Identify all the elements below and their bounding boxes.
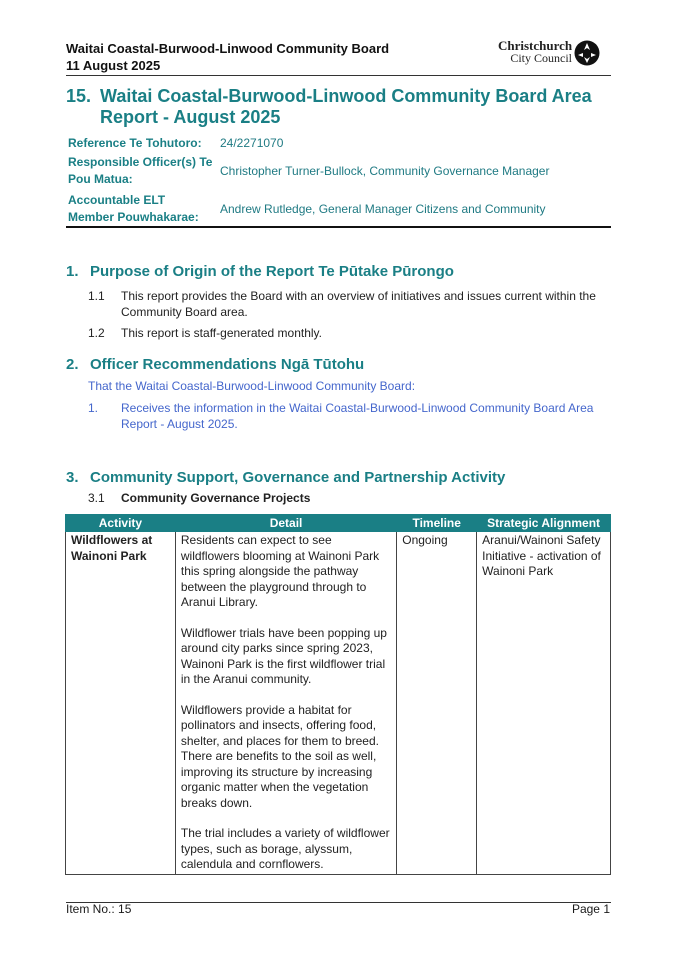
subsection-3-1-heading bbox=[88, 491, 310, 505]
report-title bbox=[66, 86, 611, 128]
recommendation-item bbox=[88, 400, 608, 434]
column-header-detail: Detail bbox=[175, 515, 396, 532]
title-number: 15. bbox=[66, 86, 92, 106]
logo-text-line2: City Council bbox=[510, 51, 572, 65]
metadata-divider bbox=[66, 226, 611, 228]
detail-cell bbox=[175, 532, 396, 875]
elt-value: Andrew Rutledge, General Manager Citizens and Community bbox=[220, 202, 546, 216]
activity-line1: Wildflowers at bbox=[71, 533, 153, 547]
officer-label-line2: Pou Matua: bbox=[68, 172, 133, 186]
section-1-heading bbox=[66, 263, 454, 280]
detail-paragraph: The trial includes a variety of wildflower types, such as borage, alyssum, calendula and cornflowers. bbox=[180, 826, 390, 871]
recommendation-intro: That the Waitai Coastal-Burwood-Linwood Community Board: bbox=[88, 379, 416, 393]
council-emblem-icon bbox=[574, 40, 600, 66]
header-divider bbox=[66, 75, 611, 76]
footer-divider bbox=[66, 902, 611, 903]
section-1-title: Purpose of Origin of the Report Te Pūtake Pūrongo bbox=[90, 263, 454, 280]
footer-page-number: Page 1 bbox=[571, 902, 610, 916]
section-1-number: 1. bbox=[66, 263, 79, 280]
subsection-title: Community Governance Projects bbox=[121, 491, 311, 505]
meeting-date: 11 August 2025 bbox=[66, 58, 161, 73]
reference-value: 24/2271070 bbox=[220, 136, 284, 150]
subsection-number: 3.1 bbox=[88, 491, 105, 505]
column-header-strategic-alignment: Strategic Alignment bbox=[477, 515, 611, 532]
board-name: Waitai Coastal-Burwood-Linwood Community Board bbox=[66, 41, 390, 56]
detail-paragraph: Wildflowers provide a habitat for pollinators and insects, offering food, shelter, and places for them to breed. There are benefits to the soil as well, improving its structure by increasing organic matter when the vegetation breaks down. bbox=[180, 702, 379, 810]
column-header-timeline: Timeline bbox=[397, 515, 477, 532]
section-3-heading bbox=[66, 469, 505, 486]
column-header-activity: Activity bbox=[66, 515, 176, 532]
logo-text-line1: Christchurch bbox=[498, 38, 573, 53]
recommendation-line2: Report - August 2025. bbox=[121, 417, 238, 431]
paragraph-number: 1.2 bbox=[88, 326, 105, 340]
timeline-cell: Ongoing bbox=[397, 532, 477, 875]
projects-table bbox=[65, 514, 611, 875]
officer-value: Christopher Turner-Bullock, Community Governance Manager bbox=[220, 164, 550, 178]
paragraph-1-2 bbox=[88, 325, 608, 343]
table-header-row bbox=[66, 515, 611, 532]
section-2-number: 2. bbox=[66, 356, 79, 373]
strategic-alignment-cell: Aranui/Wainoni Safety Initiative - activation of Wainoni Park bbox=[477, 532, 611, 875]
section-2-title: Officer Recommendations Ngā Tūtohu bbox=[90, 356, 365, 373]
table-row bbox=[66, 532, 611, 875]
section-3-number: 3. bbox=[66, 469, 79, 486]
footer-item-number: Item No.: 15 bbox=[66, 902, 132, 916]
paragraph-text-line1: This report provides the Board with an overview of initiatives and issues current within the bbox=[121, 289, 596, 303]
paragraph-1-1 bbox=[88, 288, 608, 322]
recommendation-number: 1. bbox=[88, 401, 99, 415]
elt-label-line2: Member Pouwhakarae: bbox=[68, 210, 199, 224]
activity-line2: Wainoni Park bbox=[71, 548, 147, 563]
paragraph-text: This report is staff-generated monthly. bbox=[121, 326, 322, 340]
elt-label-line1: Accountable ELT bbox=[68, 193, 166, 207]
document-header bbox=[66, 40, 389, 74]
council-logo bbox=[498, 40, 602, 68]
paragraph-number: 1.1 bbox=[88, 289, 105, 303]
recommendation-line1: Receives the information in the Waitai Coastal-Burwood-Linwood Community Board Area bbox=[121, 401, 594, 415]
paragraph-text-line2: Community Board area. bbox=[121, 305, 248, 319]
officer-label-line1: Responsible Officer(s) Te bbox=[68, 155, 213, 169]
detail-paragraph: Residents can expect to see wildflowers blooming at Wainoni Park this spring alongside the pathway between the playground through to Aranui Library. bbox=[180, 533, 380, 609]
reference-label: Reference Te Tohutoro: bbox=[68, 136, 202, 150]
detail-paragraph: Wildflower trials have been popping up around city parks since spring 2023, Wainoni Park is the first wildflower trial in the Aranui community. bbox=[180, 625, 387, 686]
section-3-title: Community Support, Governance and Partnership Activity bbox=[90, 469, 506, 486]
activity-cell bbox=[66, 532, 176, 875]
section-2-heading bbox=[66, 356, 364, 373]
title-text: Waitai Coastal-Burwood-Linwood Community Board Area Report - August 2025 bbox=[100, 86, 592, 127]
